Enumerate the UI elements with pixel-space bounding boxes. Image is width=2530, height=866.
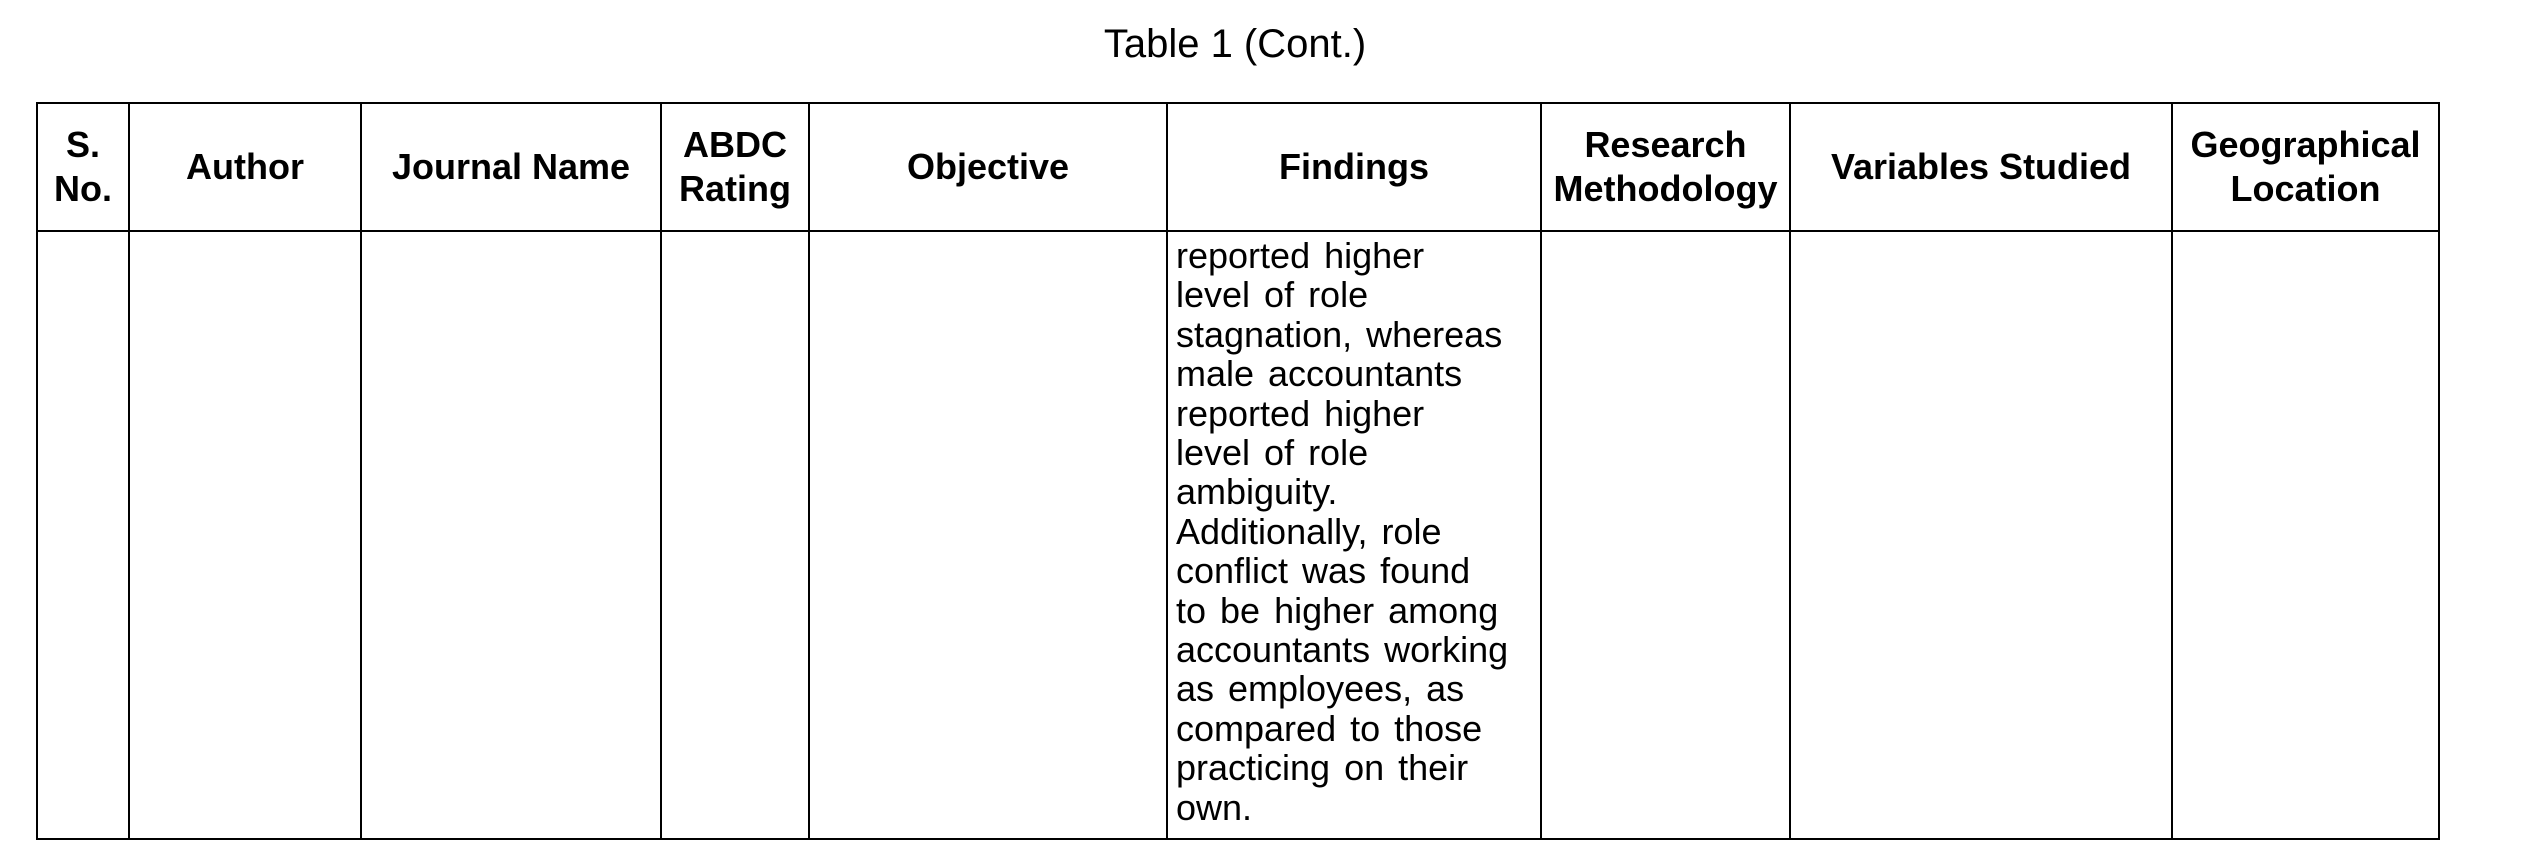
table-caption: Table 1 (Cont.): [1103, 22, 1367, 66]
cell-sno: [37, 231, 129, 839]
header-findings: Findings: [1167, 103, 1541, 231]
header-author: Author: [129, 103, 361, 231]
header-research-methodology: Research Methodology: [1541, 103, 1790, 231]
cell-research-methodology: [1541, 231, 1790, 839]
header-journal-name: Journal Name: [361, 103, 661, 231]
cell-author: [129, 231, 361, 839]
table-body: [37, 231, 2439, 839]
literature-review-table: [36, 102, 2440, 840]
cell-variables-studied: [1790, 231, 2172, 839]
header-variables-studied: Variables Studied: [1790, 103, 2172, 231]
table-row: [37, 231, 2439, 839]
header-objective: Objective: [809, 103, 1167, 231]
cell-findings: [1167, 231, 1541, 839]
header-row: [37, 103, 2439, 231]
cell-geographical-location: [2172, 231, 2439, 839]
header-geographical-location: Geographical Location: [2172, 103, 2439, 231]
header-abdc-rating: ABDC Rating: [661, 103, 809, 231]
findings-text: reported higher level of role stagnation, whereas male accountants reported higher level of role ambiguity. Additionally, role conflict was found to be higher among accountants working as employees, as compared to those practicing on their own.: [1176, 235, 1509, 828]
cell-journal-name: [361, 231, 661, 839]
header-sno: S. No.: [37, 103, 129, 231]
table-header: [37, 103, 2439, 231]
cell-objective: [809, 231, 1167, 839]
cell-abdc-rating: [661, 231, 809, 839]
